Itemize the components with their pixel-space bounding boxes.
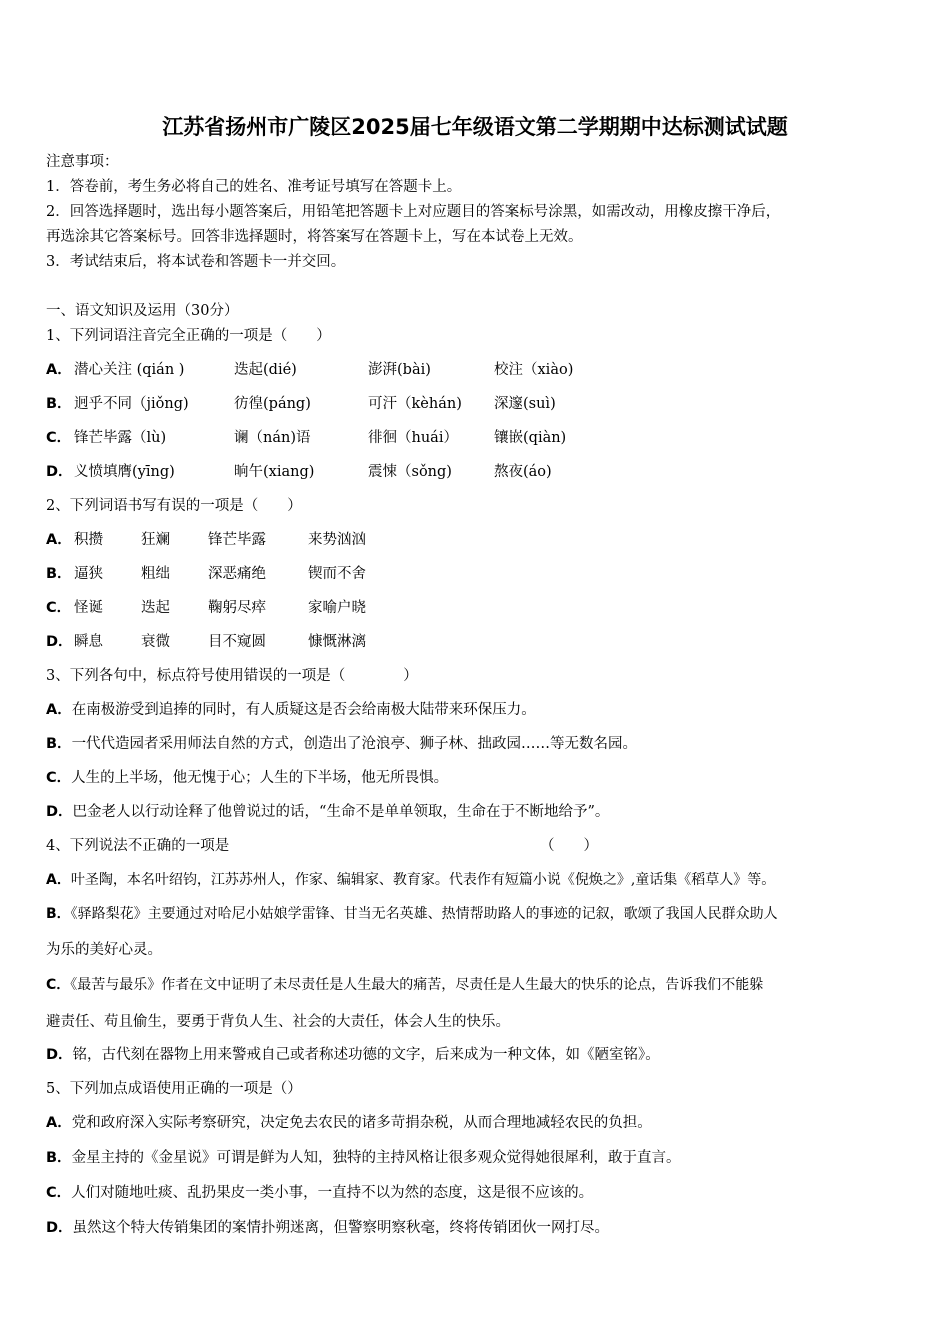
option-item: 衰微	[141, 634, 170, 650]
option-label: D．	[46, 464, 73, 480]
question-4-stem: 4、下列说法不正确的一项是	[46, 838, 230, 854]
option-label: A．	[46, 362, 72, 378]
option-item: 义愤填膺(yīng)	[74, 464, 175, 480]
q3-option-c	[46, 769, 448, 787]
q3-option-d	[46, 803, 609, 821]
option-text: 人们对随地吐痰、乱扔果皮一类小事，一直持不以为然的态度，这是很不应该的。	[71, 1185, 594, 1201]
option-text: 《驿路梨花》主要通过对哈尼小姑娘学雷锋、甘当无名英雄、热情帮助路人的事迹的记叙，歌颂了我国人民群众助人	[70, 906, 778, 922]
option-text: 虽然这个特大传销集团的案情扑朔迷离，但警察明察秋毫，终将传销团伙一网打尽。	[72, 1220, 610, 1236]
option-label: B．	[46, 736, 72, 752]
option-item: 迭起	[141, 600, 170, 616]
option-label: C．	[46, 770, 72, 786]
option-label: B．	[46, 566, 72, 582]
option-item: 锋芒毕露（lù)	[74, 430, 167, 446]
option-label: D．	[46, 804, 73, 820]
question-1-stem: 1、下列词语注音完全正确的一项是（ ）	[46, 328, 331, 344]
option-item: 粗绌	[141, 566, 170, 582]
notice-item: 1．答卷前，考生务必将自己的姓名、准考证号填写在答题卡上。	[46, 179, 462, 195]
section-heading: 一、语文知识及运用（30分）	[46, 303, 239, 319]
option-item: 家喻户晓	[308, 600, 366, 616]
q5-option-c	[46, 1184, 593, 1202]
q3-option-a	[46, 701, 536, 719]
q5-option-a	[46, 1114, 652, 1132]
option-label: B．	[46, 396, 72, 412]
option-text: 铭，古代刻在器物上用来警戒自己或者称述功德的文字，后来成为一种文体，如《陋室铭》。	[72, 1047, 660, 1063]
option-text: 叶圣陶，本名叶绍钧，江苏苏州人，作家、编辑家、教育家。代表作有短篇小说《倪焕之》,童话集《稻草人》等。	[70, 872, 776, 888]
notice-item: 2．回答选择题时，选出每小题答案后，用铅笔把答题卡上对应题目的答案标号涂黑，如需改动，用橡皮擦干净后，	[46, 204, 781, 220]
option-label: D．	[46, 1220, 73, 1236]
option-text: 党和政府深入实际考察研究，决定免去农民的诸多苛捐杂税，从而合理地减轻农民的负担。	[71, 1115, 652, 1131]
question-5-stem: 5、下列加点成语使用正确的一项是（）	[46, 1081, 302, 1097]
option-label: C．	[46, 430, 72, 446]
question-2-stem: 2、下列词语书写有误的一项是（ ）	[46, 498, 302, 514]
option-label: A．	[46, 872, 71, 888]
q4-option-d	[46, 1046, 660, 1064]
option-item: 怪诞	[74, 600, 103, 616]
option-text: 金星主持的《金星说》可谓是鲜为人知，独特的主持风格让很多观众觉得她很犀利，敢于直言。	[71, 1150, 681, 1166]
option-item: 目不窥圆	[208, 634, 266, 650]
page-title: 江苏省扬州市广陵区2025届七年级语文第二学期期中达标测试试题	[162, 115, 788, 139]
option-item: 狂斓	[141, 532, 170, 548]
notice-item: 3．考试结束后，将本试卷和答题卡一并交回。	[46, 254, 346, 270]
q1-option-b	[46, 395, 556, 413]
option-item: 慷慨淋漓	[308, 634, 366, 650]
q1-option-a	[46, 361, 574, 379]
option-item: 徘徊（huái）	[368, 430, 458, 446]
q2-option-c	[46, 599, 366, 617]
notice-item: 再选涂其它答案标号。回答非选择题时，将答案写在答题卡上，写在本试卷上无效。	[46, 229, 583, 245]
option-item: 可汗（kèhán)	[368, 396, 462, 412]
q4-option-b	[46, 905, 778, 923]
option-item: 鞠躬尽瘁	[208, 600, 266, 616]
option-label: B．	[46, 1150, 72, 1166]
option-label: C．	[46, 1185, 72, 1201]
option-text: 一代代造园者采用师法自然的方式，创造出了沧浪亭、狮子林、拙政园……等无数名园。	[71, 736, 638, 752]
option-item: 镶嵌(qiàn)	[494, 430, 567, 446]
option-item: 瞬息	[74, 634, 103, 650]
option-text-continued: 为乐的美好心灵。	[46, 942, 162, 958]
option-label: D．	[46, 634, 73, 650]
answer-parentheses: （ ）	[540, 838, 598, 854]
option-item: 逼狭	[74, 566, 103, 582]
option-item: 深恶痛绝	[208, 566, 266, 582]
option-label: A．	[46, 1115, 72, 1131]
q1-option-c	[46, 429, 567, 447]
q4-option-c	[46, 976, 763, 994]
option-label: A．	[46, 702, 72, 718]
option-item: 震悚（sǒng)	[368, 464, 452, 480]
option-item: 谰（nán)语	[234, 430, 311, 446]
q5-option-b	[46, 1149, 681, 1167]
option-item: 迭起(dié)	[234, 362, 297, 378]
option-item: 深邃(suì)	[494, 396, 556, 412]
q5-option-d	[46, 1219, 609, 1237]
option-text-continued: 避责任、苟且偷生，要勇于背负人生、社会的大责任，体会人生的快乐。	[46, 1014, 510, 1030]
option-label: C．	[46, 600, 72, 616]
option-item: 来势汹汹	[308, 532, 366, 548]
option-item: 锋芒毕露	[208, 532, 266, 548]
q2-option-a	[46, 531, 366, 549]
option-item: 澎湃(bài)	[368, 362, 431, 378]
option-text: 在南极游受到追捧的同时，有人质疑这是否会给南极大陆带来环保压力。	[71, 702, 536, 718]
option-label: A．	[46, 532, 72, 548]
q4-option-a	[46, 871, 775, 889]
q3-option-b	[46, 735, 637, 753]
option-item: 积攒	[74, 532, 103, 548]
option-text: 巴金老人以行动诠释了他曾说过的话，“生命不是单单领取，生命在于不断地给予”。	[72, 804, 610, 820]
option-label: B．	[46, 906, 71, 922]
option-item: 晌午(xiang)	[234, 464, 315, 480]
option-item: 彷徨(páng)	[234, 396, 311, 412]
option-label: D．	[46, 1047, 73, 1063]
option-item: 潜心关注 (qián )	[74, 362, 185, 378]
option-item: 迥乎不同（jiǒng)	[74, 396, 189, 412]
option-item: 熬夜(áo)	[494, 464, 552, 480]
option-label: C．	[46, 977, 71, 993]
option-item: 校注（xiào)	[494, 362, 574, 378]
option-text: 《最苦与最乐》作者在文中证明了未尽责任是人生最大的痛苦，尽责任是人生最大的快乐的论点，告诉我们不能躲	[70, 977, 764, 993]
notice-heading: 注意事项：	[46, 154, 119, 170]
q2-option-d	[46, 633, 366, 651]
q2-option-b	[46, 565, 366, 583]
option-text: 人生的上半场，他无愧于心；人生的下半场，他无所畏惧。	[71, 770, 449, 786]
q1-option-d	[46, 463, 552, 481]
option-item: 锲而不舍	[308, 566, 366, 582]
question-3-stem: 3、下列各句中，标点符号使用错误的一项是（ ）	[46, 668, 418, 684]
